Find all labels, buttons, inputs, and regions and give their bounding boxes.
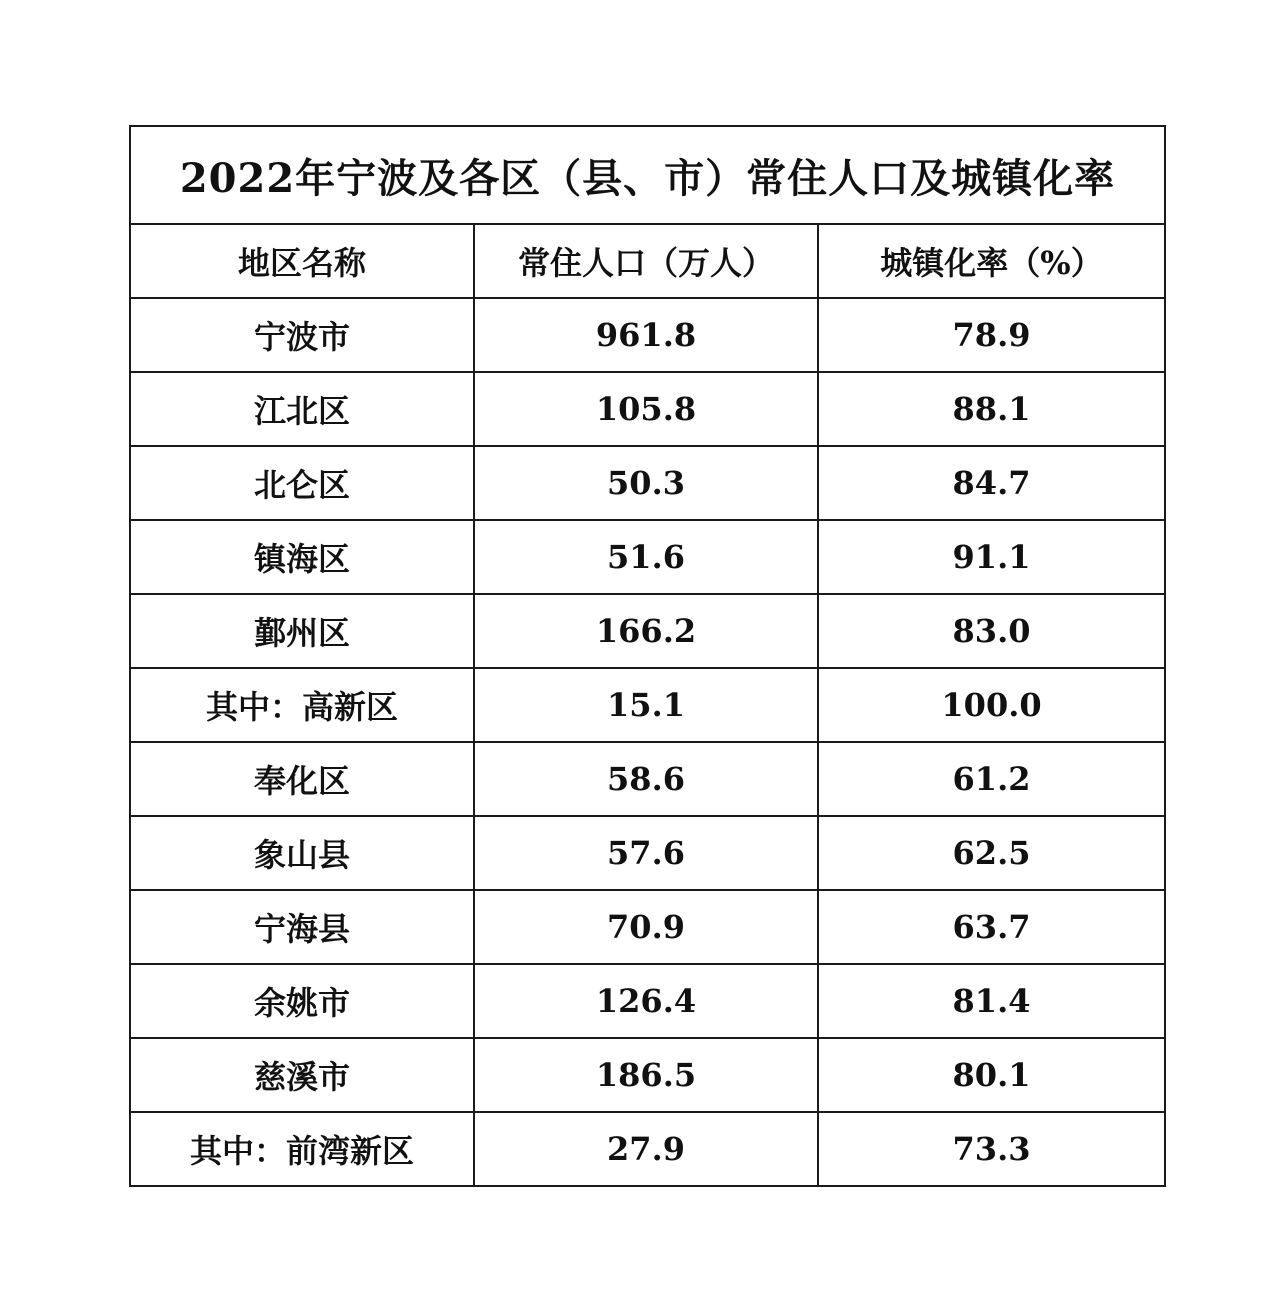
urbanization-value: 81.4 bbox=[818, 964, 1165, 1038]
population-value: 58.6 bbox=[474, 742, 818, 816]
population-value: 50.3 bbox=[474, 446, 818, 520]
urbanization-value: 62.5 bbox=[818, 816, 1165, 890]
column-header-urbanization: 城镇化率（%） bbox=[818, 224, 1165, 298]
table-row bbox=[130, 446, 1165, 520]
population-value: 57.6 bbox=[474, 816, 818, 890]
region-name: 奉化区 bbox=[130, 742, 474, 816]
region-name: 余姚市 bbox=[130, 964, 474, 1038]
region-name: 慈溪市 bbox=[130, 1038, 474, 1112]
column-header-population: 常住人口（万人） bbox=[474, 224, 818, 298]
urbanization-value: 80.1 bbox=[818, 1038, 1165, 1112]
region-name: 宁波市 bbox=[130, 298, 474, 372]
table-row bbox=[130, 298, 1165, 372]
table-row bbox=[130, 668, 1165, 742]
population-value: 961.8 bbox=[474, 298, 818, 372]
table-row bbox=[130, 1112, 1165, 1186]
population-value: 51.6 bbox=[474, 520, 818, 594]
table-title: 2022年宁波及各区（县、市）常住人口及城镇化率 bbox=[130, 126, 1165, 224]
region-name: 其中：前湾新区 bbox=[130, 1112, 474, 1186]
urbanization-value: 63.7 bbox=[818, 890, 1165, 964]
population-value: 15.1 bbox=[474, 668, 818, 742]
urbanization-value: 78.9 bbox=[818, 298, 1165, 372]
population-urbanization-table bbox=[129, 125, 1166, 1187]
title-row bbox=[130, 126, 1165, 224]
region-name: 象山县 bbox=[130, 816, 474, 890]
region-name: 镇海区 bbox=[130, 520, 474, 594]
urbanization-value: 84.7 bbox=[818, 446, 1165, 520]
population-value: 70.9 bbox=[474, 890, 818, 964]
population-value: 105.8 bbox=[474, 372, 818, 446]
urbanization-value: 88.1 bbox=[818, 372, 1165, 446]
region-name: 鄞州区 bbox=[130, 594, 474, 668]
urbanization-value: 83.0 bbox=[818, 594, 1165, 668]
urbanization-value: 100.0 bbox=[818, 668, 1165, 742]
region-name: 其中：高新区 bbox=[130, 668, 474, 742]
population-value: 27.9 bbox=[474, 1112, 818, 1186]
urbanization-value: 61.2 bbox=[818, 742, 1165, 816]
region-name: 宁海县 bbox=[130, 890, 474, 964]
urbanization-value: 91.1 bbox=[818, 520, 1165, 594]
table-row bbox=[130, 816, 1165, 890]
table-row bbox=[130, 890, 1165, 964]
population-value: 186.5 bbox=[474, 1038, 818, 1112]
column-header-region: 地区名称 bbox=[130, 224, 474, 298]
table-row bbox=[130, 594, 1165, 668]
urbanization-value: 73.3 bbox=[818, 1112, 1165, 1186]
table-row bbox=[130, 742, 1165, 816]
population-value: 166.2 bbox=[474, 594, 818, 668]
table-row bbox=[130, 964, 1165, 1038]
region-name: 北仑区 bbox=[130, 446, 474, 520]
population-value: 126.4 bbox=[474, 964, 818, 1038]
table-row bbox=[130, 520, 1165, 594]
table-row bbox=[130, 1038, 1165, 1112]
header-row bbox=[130, 224, 1165, 298]
region-name: 江北区 bbox=[130, 372, 474, 446]
table-row bbox=[130, 372, 1165, 446]
